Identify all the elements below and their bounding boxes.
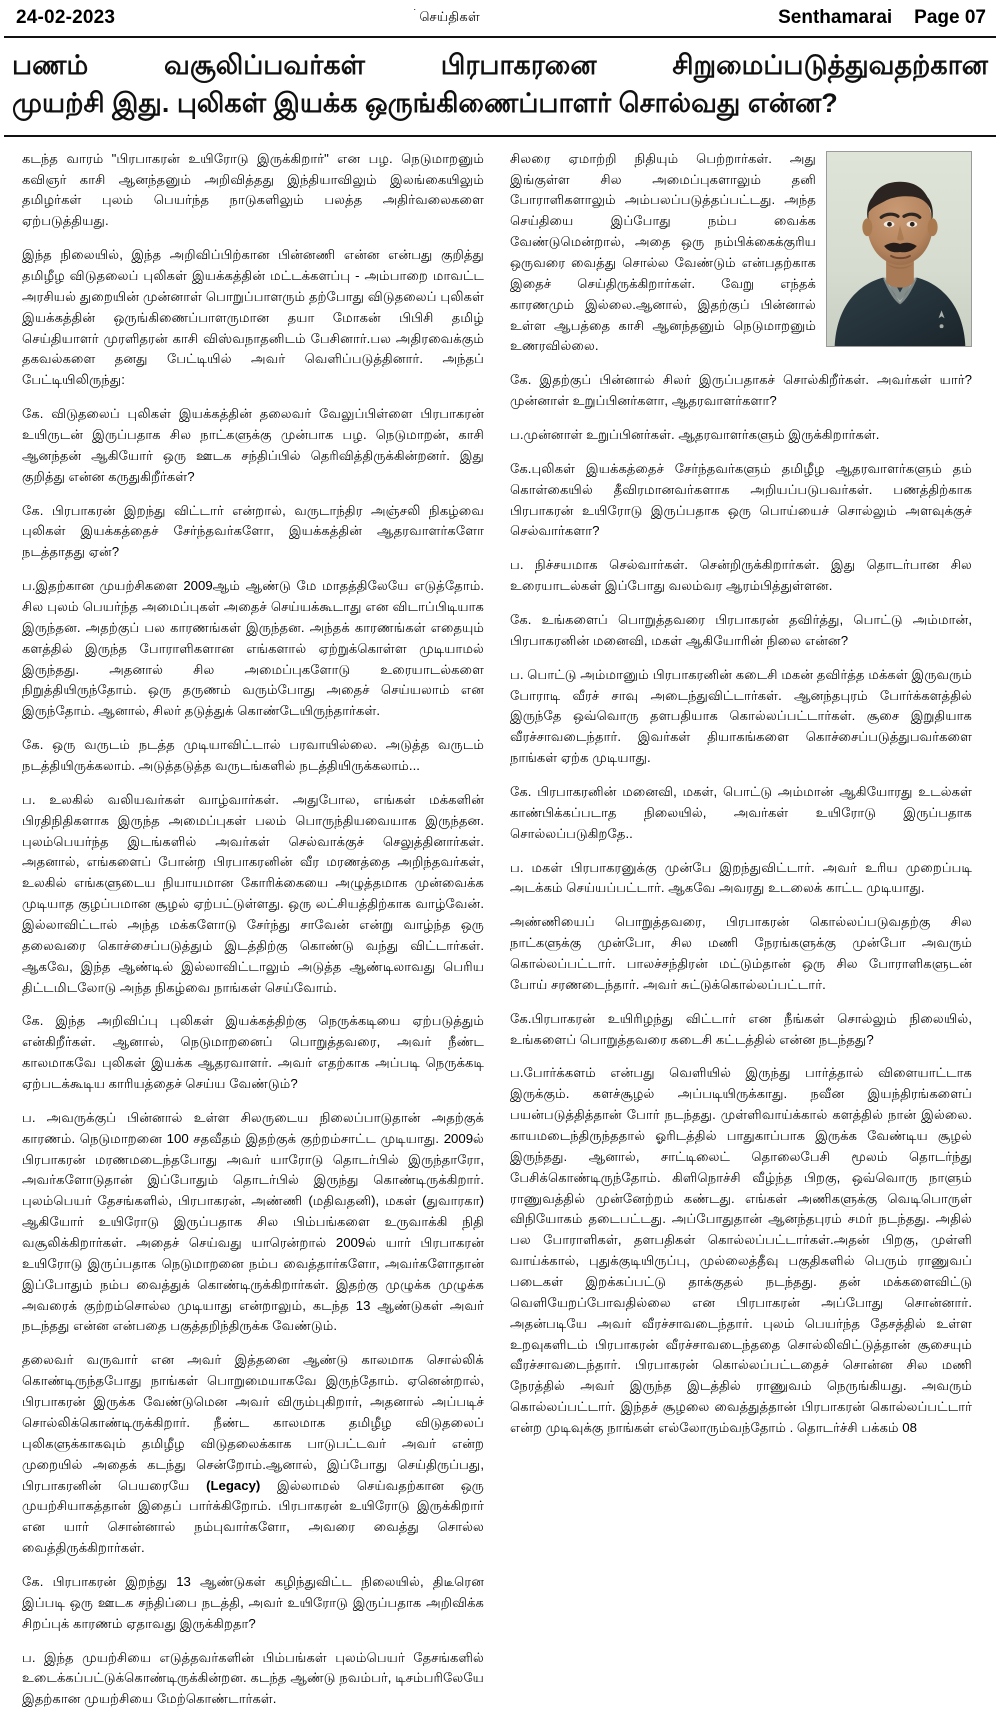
publication-date: 24-02-2023 [16,7,116,28]
legacy-term: (Legacy) [206,1477,261,1493]
section-label [115,9,778,26]
section-label-text: செய்திகள் [419,8,480,24]
article-paragraph: கே.புலிகள் இயக்கத்தைச் சேர்ந்தவர்களும் தமிழீழ ஆதரவாளர்களும் தம் கொள்கையில் தீவிரமானவர்களாக அறியப்படுபவர்கள். பணத்திற்காக பிரபாகரன் உயிரோடு இருப்பதாக ஒரு பொய்யைச் சொல்லும் அளவுக்குச் செல்வார்களா? [510,460,972,539]
article-paragraph: தலைவர் வருவார் என அவர் இத்தனை ஆண்டு காலமாக சொல்லிக் கொண்டிருந்தபோது நாங்கள் பொறுமையாகவே இருந்தோம். ஏனென்றால், பிரபாகரன் இருக்க வேண்டுமென அவர் விரும்புகிறார், அதனால் அப்படிச் சொல்லிக்கொண்டிருக்கிறார். நீண்ட காலமாக தமிழீழ விடுதலைப் புலிகளுக்காகவும் தமிழீழ விடுதலைக்காக பாடுபட்டவர் அவர் என்ற முறையில் அதைக் கடந்து சென்றோம்.ஆனால், இப்போது செய்திருப்பது, பிரபாகரனின் பெயரையே (Legacy) இல்லாமல் செய்வதற்கான ஒரு முயற்சியாகத்தான் இதைப் பார்க்கிறோம். பிரபாகரன் உயிரோடு இருக்கிறார் என யார் சொன்னால் நம்புவார்களோ, அவரை வைத்து சொல்ல வைத்திருக்கிறார்கள். [22,1352,485,1556]
headline-line-2: முயற்சி இது. புலிகள் இயக்க ஒருங்கிணைப்பாளர் சொல்வது என்ன? [12,88,838,119]
page-number: Page 07 [914,7,986,28]
article-paragraph: கே. இந்த அறிவிப்பு புலிகள் இயக்கத்திற்கு நெருக்கடியை ஏற்படுத்தும் என்கிறீர்கள். ஆனால், நெடுமாறனைப் பொறுத்தவரை, அவர் நீண்ட காலமாகவே புலிகள் இயக்க ஆதரவாளர். அவர் எதற்காக அப்படி நெருக்கடி ஏற்படக்கூடிய காரியத்தைச் செய்ய வேண்டும்? [22,1013,484,1092]
article-paragraph: ப. நிச்சயமாக செல்வார்கள். சென்றிருக்கிறார்கள். இது தொடர்பான சில உரையாடல்கள் இப்போது வலம்வர ஆரம்பித்துள்ளன. [510,557,972,594]
newspaper-name: Senthamarai [778,7,893,28]
masthead [0,0,1000,36]
right-column [510,149,972,1439]
article-paragraph: ப. மகள் பிரபாகரனுக்கு முன்பே இறந்துவிட்டார். அவர் உரிய முறைப்படி அடக்கம் செய்யப்பட்டார். ஆகவே அவரது உடலைக் காட்ட முடியாது. [510,859,972,896]
article-body [0,137,1000,1710]
article-paragraph: அண்ணியைப் பொறுத்தவரை, பிரபாகரன் கொல்லப்படுவதற்கு சில நாட்களுக்கு முன்போ, சில மணி நேரங்களுக்கு முன்போ அவரும் கொல்லப்பட்டார். பாலச்சந்திரன் மட்டும்தான் ஒரு சில போராளிகளுடன் போய் சரணடைந்தார். அவர் சுட்டுக்கொல்லப்பட்டார். [510,914,972,992]
article-paragraph: ப.முன்னாள் உறுப்பினர்கள். ஆதரவாளர்களும் இருக்கிறார்கள். [510,426,880,442]
headline [0,38,1000,129]
article-paragraph: ப.இதற்கான முயற்சிகளை 2009ஆம் ஆண்டு மே மாதத்திலேயே எடுத்தோம். சில புலம் பெயர்ந்த அமைப்புகள் அதைச் செய்யக்கூடாது என விடாப்பிடியாக இருந்தன. அதற்குப் பல காரணங்கள் இருந்தன. அந்தக் காரணங்கள் எதையும் களத்தில் இருந்த போராளிகளான எங்களால் ஏற்றுக்கொள்ள முடியாமல் இருந்தது. அதனால் சில அமைப்புகளோடு உரையாடல்களை நிறுத்தியிருந்தோம். ஒரு தருணம் வரும்போது அதைச் செய்யலாம் என இருந்தோம். ஆனால், சிலர் தடுத்துக் கொண்டேயிருந்தார்கள். [22,578,484,719]
article-paragraph: ப. உலகில் வலியவர்கள் வாழ்வார்கள். அதுபோல, எங்கள் மக்களின் பிரதிநிதிகளாக இருந்த அமைப்புகள் பலம் பொருந்தியவையாக இருந்தன. புலம்பெயர்ந்த இடங்களில் அவர்கள் செல்வாக்குச் செலுத்தினார்கள். அதனால், எங்களைப் போன்ற பிரபாகரனின் வீர மரணத்தை அறிந்தவர்கள், உலகில் எங்களுடைய நியாயமான கோரிக்கையை அழுத்தமாக முன்வைக்க முடியாத குழப்பமான சூழல் ஏற்பட்டுள்ளது. ஒரு லட்சியத்திற்காக வாழ்வேன். இல்லாவிட்டால் அந்த மக்களோடு சேர்ந்து சாவேன் என்று வாழ்ந்த ஒரு தலைவரை கொச்சைப்படுத்தும் இடத்திற்கு கொண்டு வந்து விட்டார்கள். ஆகவே, இந்த ஆண்டில் இல்லாவிட்டாலும் அடுத்த ஆண்டிலாவது பெரிய திட்டமிடலோடு அந்த நிகழ்வை நாங்கள் செய்வோம். [22,791,484,995]
interviewee-photo [826,151,972,347]
headline-line-1: பணம் வசூலிப்பவர்கள் பிரபாகரனை சிறுமைப்படுத்துவதற்கான [12,50,988,80]
article-paragraph: கே. உங்களைப் பொறுத்தவரை பிரபாகரன் தவிர்த்து, பொட்டு அம்மான், பிரபாகரனின் மனைவி, மகள் ஆகியோரின் நிலை என்ன? [510,611,972,648]
article-paragraph: ப. அவருக்குப் பின்னால் உள்ள சிலருடைய நிலைப்பாடுதான் அதற்குக் காரணம். நெடுமாறனை 100 சதவீதம் இதற்குக் குற்றம்சாட்ட முடியாது. 2009ல் பிரபாகரன் மரணமடைந்தபோது அவர் யாரோடு தொடர்பில் இருந்தாரோ, அவர்களோடுதான் இப்போதும் தொடர்பில் இருந்து கொண்டிருக்கிறார். புலம்பெயர் தேசங்களில், பிரபாகரன், அண்ணி (மதிவதனி), மகள் (துவாரகா) ஆகியோர் உயிரோடு இருப்பதாக சில பிம்பங்களை உருவாக்கி நிதி வசூலிக்கிறார்கள். அதைச் செய்வது யாரென்றால் 2009ல் யார் பிரபாகரன் உயிரோடு இருப்பதாக நெடுமாறனை நம்ப வைத்தார்களோ, அவர்களோதான் இப்போதும் நம்ப வைத்துக் கொண்டிருக்கிறார்கள். இதற்கு முழுக்க முழுக்க அவரைக் குற்றம்சொல்ல முடியாது என்றாலும், கடந்த 13 ஆண்டுகள் அவர் நடந்தது என்ன என்பதை பகுத்தறிந்திருக்க வேண்டும். [22,1109,484,1334]
article-paragraph: கே. ஒரு வருடம் நடத்த முடியாவிட்டால் பரவாயில்லை. அடுத்த வருடம் நடத்தியிருக்கலாம். அடுத்தடுத்த வருடங்களில் நடத்தியிருக்கலாம்... [22,737,484,773]
portrait-illustration [827,152,971,346]
article-paragraph: கே. பிரபாகரன் இறந்து 13 ஆண்டுகள் கழிந்துவிட்ட நிலையில், திடீரென இப்படி ஒரு ஊடக சந்திப்பை நடத்தி, அவர் உயிரோடு இருப்பதாக அறிவிக்க சிறப்புக் காரணம் ஏதாவது இருக்கிறதா? [22,1573,484,1631]
section-tick-mark: ˙ [413,7,418,20]
article-paragraph: சிலரை ஏமாற்றி நிதியும் பெற்றார்கள். அது இங்குள்ள சில அமைப்புகளாலும் தனி போராளிகளாலும் அம்பலப்படுத்தப்பட்டது. அந்த செய்தியை இப்போது நம்ப வைக்க வேண்டுமென்றால், அதை ஒரு நம்பிக்கைக்குரிய ஒருவரை வைத்து சொல்ல வேண்டும் என்பதற்காக இதைச் செய்திருக்கிறார்கள். வேறு எந்தக் காரணமும் இல்லை.ஆனால், இதற்குப் பின்னால் உள்ள ஆபத்தை காசி ஆனந்தனும் நெடுமாறனும் உணரவில்லை. [510,150,816,354]
article-paragraph: ப. பொட்டு அம்மானும் பிரபாகரனின் கடைசி மகன் தவிர்த்த மக்கள் இருவரும் போராடி வீரச் சாவு அடைந்துவிட்டார்கள். ஆனந்தபுரம் போர்க்களத்தில் இருந்தே ஒவ்வொரு தளபதியாக கொல்லப்பட்டார்கள். சூசை இறுதியாக வீரச்சாவடைந்தார். இவர்கள் தியாகங்களை கொச்சைப்படுத்துபவர்களை நாங்கள் ஏற்க முடியாது. [510,666,972,766]
article-paragraph: கடந்த வாரம் "பிரபாகரன் உயிரோடு இருக்கிறார்" என பழ. நெடுமாறனும் கவிஞர் காசி ஆனந்தனும் அறிவித்தது இந்தியாவிலும் இலங்கையிலும் தமிழர்கள் புலம் பெயர்ந்த நாடுகளிலும் பலத்த அதிர்வலைகளை ஏற்படுத்தியது. [22,150,484,229]
article-paragraph: கே. பிரபாகரன் இறந்து விட்டார் என்றால், வருடாந்திர அஞ்சலி நிகழ்வை புலிகள் இயக்கத்தைச் சேர்ந்தவர்களோ, இயக்கத்தின் ஆதரவாளர்களோ நடத்தாதது ஏன்? [22,502,484,560]
article-paragraph: இந்த நிலையில், இந்த அறிவிப்பிற்கான பின்னணி என்ன என்பது குறித்து தமிழீழ விடுதலைப் புலிகள் இயக்கத்தின் மட்டக்களப்பு - அம்பாறை மாவட்ட அரசியல் துறையின் முன்னாள் பொறுப்பாளரும் தற்போது விடுதலைப் புலிகள் இயக்கத்தின் ஒருங்கிணைப்பாளருமான தயா மோகன் பிபிசி தமிழ் செய்தியாளர் முரளிதரன் காசி விஸ்வநாதனிடம் பேசினார்.பல அதிரவைக்கும் தகவல்களை தனது பேட்டியில் அவர் வெளிப்படுத்தினார். அந்தப் பேட்டியிலிருந்து: [22,247,484,388]
article-paragraph: கே.பிரபாகரன் உயிரிழந்து விட்டார் என நீங்கள் சொல்லும் நிலையில், உங்களைப் பொறுத்தவரை கடைசி கட்டத்தில் என்ன நடந்தது? [510,1010,972,1047]
article-paragraph: கே. பிரபாகரனின் மனைவி, மகள், பொட்டு அம்மான் ஆகியோரது உடல்கள் காண்பிக்கப்படாத நிலையில், அவர்கள் உயிரோடு இருப்பதாக சொல்லப்படுகிறதே.. [510,784,972,841]
article-paragraph: கே. விடுதலைப் புலிகள் இயக்கத்தின் தலைவர் வேலுப்பிள்ளை பிரபாகரன் உயிருடன் இருப்பதாக சில நாட்களுக்கு முன்பாக பழ. நெடுமாறன், காசி ஆனந்தன் ஆகியோர் ஒரு ஊடக சந்திப்பில் தெரிவித்திருக்கின்றனர். இது குறித்து என்ன கருதுகிறீர்கள்? [22,406,484,484]
article-paragraph: ப.போர்க்களம் என்பது வெளியில் இருந்து பார்த்தால் விளையாட்டாக இருக்கும். களச்சூழல் அப்படியிருக்காது. நவீன இயந்திரங்களைப் பயன்படுத்தித்தான் போர் நடந்தது. முள்ளிவாய்க்கால் களத்தில் நான் இல்லை. காயமடைந்திருந்ததால் ஓரிடத்தில் பாதுகாப்பாக இருக்க வேண்டிய சூழல் இருந்தது. ஆனால், சாட்டிலைட் தொலைபேசி மூலம் தொடர்ந்து பேசிக்கொண்டிருந்தோம். கிளிநொச்சி வீழ்ந்த பிறகு, ஒவ்வொரு நாளும் ராணுவத்தில் முன்னேற்றம் கண்டது. எங்கள் அணிகளுக்கு வெடிபொருள் விநியோகம் தடைபட்டது. அப்போதுதான் ஆனந்தபுரம் சமர் நடந்தது. அதில் பல போராளிகள், தளபதிகள் கொல்லப்பட்டார்கள்.அதன் பிறகு, முள்ளி வாய்க்கால், புதுக்குடியிருப்பு, முல்லைத்தீவு பகுதிகளில் பெரும் ராணுவப் படைகள் இறக்கப்பட்டு தாக்குதல் நடந்தது. தன் மக்களைவிட்டு வெளியேறப்போவதில்லை என பிரபாகரன் அப்போது சொன்னார். அதன்படியே அவர் வீரச்சாவடைந்தார். புலம் பெயர்ந்த தேசத்தில் உள்ள உறவுகளிடம் பிரபாகரன் வீரச்சாவடைந்ததை சொல்லிவிட்டுத்தான் சூசையும் வீரச்சாவடைந்தார். பிரபாகரன் கொல்லப்பட்டதைச் சொன்ன சில மணி நேரத்தில் அவர் இருந்த இடத்தில் ராணுவம் நெருங்கியது. அவரும் கொல்லப்பட்டார். இந்தச் சூழலை வைத்துத்தான் பிரபாகரன் கொல்லப்பட்டார் என்ற முடிவுக்கு நாங்கள் எல்லோரும்வந்தோம் . தொடர்ச்சி பக்கம் 08 [510,1065,972,1436]
masthead-right-group [778,7,986,29]
article-paragraph: ப. இந்த முயற்சியை எடுத்தவர்களின் பிம்பங்கள் புலம்பெயர் தேசங்களில் உடைக்கப்பட்டுக்கொண்டிருக்கின்றன. கடந்த ஆண்டு நவம்பர், டிசம்பரிலேயே இதற்கான முயற்சியை மேற்கொண்டார்கள். [22,1649,484,1707]
article-paragraph: கே. இதற்குப் பின்னால் சிலர் இருப்பதாகச் சொல்கிறீர்கள். அவர்கள் யார்? முன்னாள் உறுப்பினர்களா, ஆதரவாளர்களா? [510,372,972,409]
left-column [22,149,484,1710]
